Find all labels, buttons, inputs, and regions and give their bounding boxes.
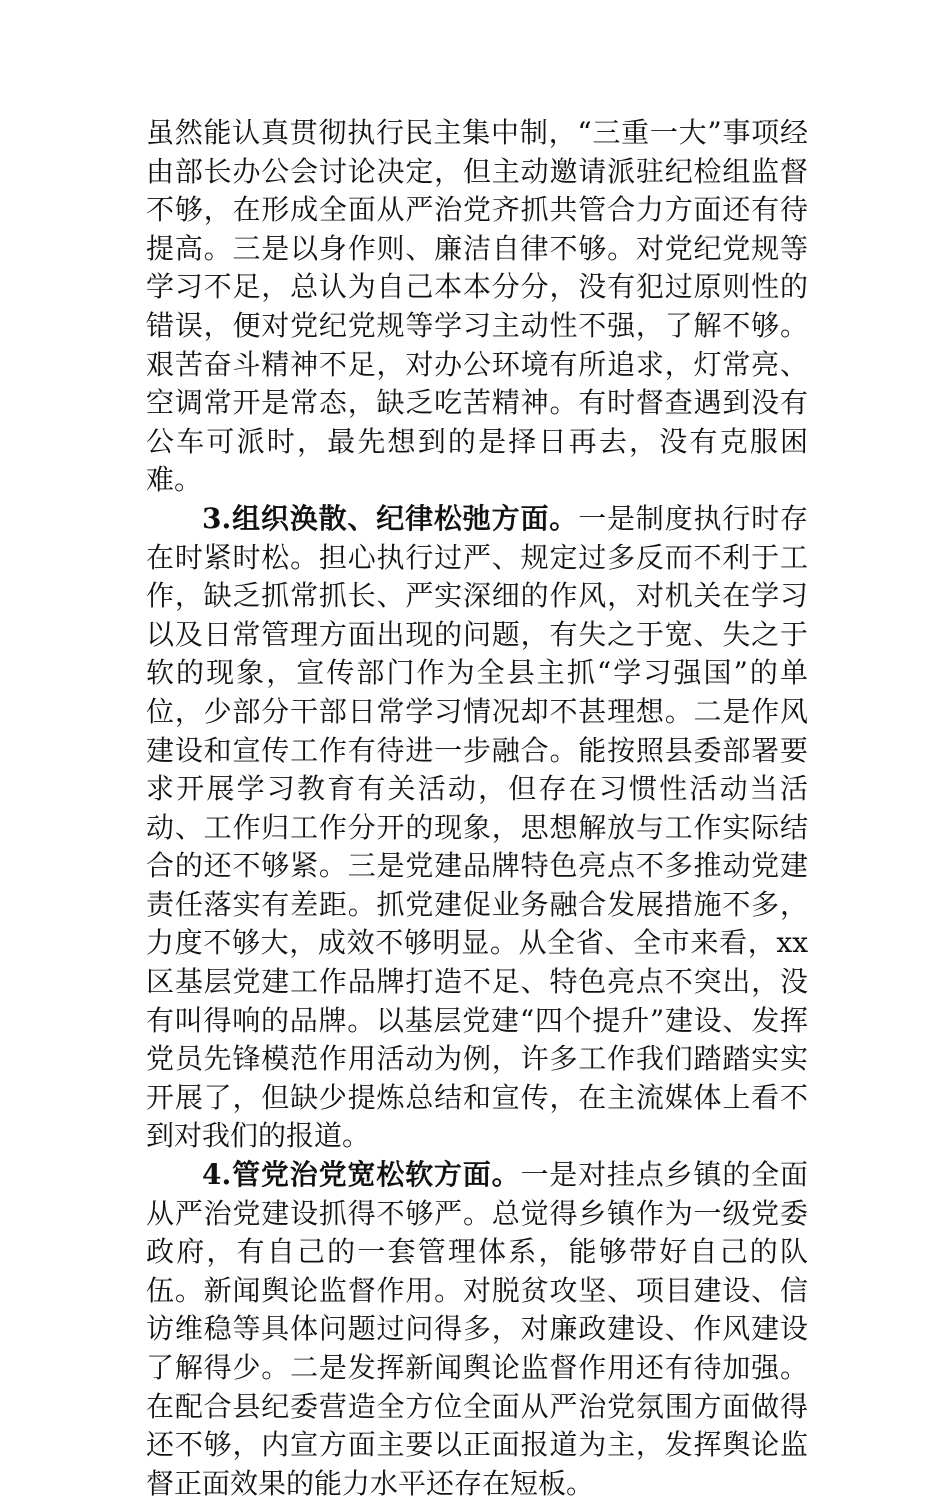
paragraph-continuation	[146, 114, 808, 500]
paragraph-section-4	[146, 1156, 808, 1503]
section-heading: 4.管党治党宽松软方面。	[202, 1158, 521, 1192]
document-body	[146, 114, 808, 1503]
paragraph-text: 虽然能认真贯彻执行民主集中制，“三重一大”事项经由部长办公会讨论决定，但主动邀请派驻纪检组监督不够，在形成全面从严治党齐抓共管合力方面还有待提高。三是以身作则、廉洁自律不够。对党纪党规等学习不足，总认为自己本本分分，没有犯过原则性的错误，便对党纪党规等学习主动性不强，了解不够。艰苦奋斗精神不足，对办公环境有所追求，灯常亮、空调常开是常态，缺乏吃苦精神。有时督查遇到没有公车可派时，最先想到的是择日再去，没有克服困难。	[146, 116, 808, 497]
paragraph-section-3	[146, 500, 808, 1156]
paragraph-text: 一是对挂点乡镇的全面从严治党建设抓得不够严。总觉得乡镇作为一级党委政府，有自己的一套管理体系，能够带好自己的队伍。新闻舆论监督作用。对脱贫攻坚、项目建设、信访维稳等具体问题过问得多，对廉政建设、作风建设了解得少。二是发挥新闻舆论监督作用还有待加强。在配合县纪委营造全方位全面从严治党氛围方面做得还不够，内宣方面主要以正面报道为主，发挥舆论监督正面效果的能力水平还存在短板。	[146, 1158, 808, 1500]
section-heading: 3.组织涣散、纪律松弛方面。	[202, 501, 579, 535]
paragraph-text: 一是制度执行时存在时紧时松。担心执行过严、规定过多反而不利于工作，缺乏抓常抓长、严实深细的作风，对机关在学习以及日常管理方面出现的问题，有失之于宽、失之于软的现象，宣传部门作为全县主抓“学习强国”的单位，少部分干部日常学习情况却不甚理想。二是作风建设和宣传工作有待进一步融合。能按照县委部署要求开展学习教育有关活动，但存在习惯性活动当活动、工作归工作分开的现象，思想解放与工作实际结合的还不够紧。三是党建品牌特色亮点不多推动党建责任落实有差距。抓党建促业务融合发展措施不多，力度不够大，成效不够明显。从全省、全市来看，xx区基层党建工作品牌打造不足、特色亮点不突出，没有叫得响的品牌。以基层党建“四个提升”建设、发挥党员先锋模范作用活动为例，许多工作我们踏踏实实开展了，但缺少提炼总结和宣传，在主流媒体上看不到对我们的报道。	[146, 501, 808, 1153]
